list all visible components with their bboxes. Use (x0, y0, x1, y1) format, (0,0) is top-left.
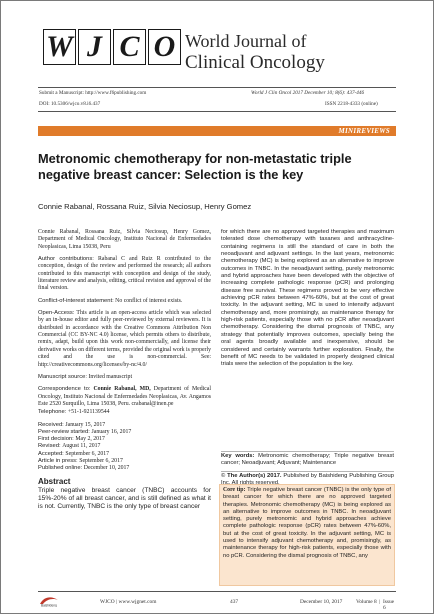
footer-issue: Issue 6 (383, 599, 395, 611)
date-peer-review: Peer-review started: January 16, 2017 (38, 428, 132, 435)
correspondence-label: Correspondence to: (38, 386, 91, 393)
page-footer (38, 594, 396, 611)
source-text: Invited manuscript (88, 373, 133, 380)
date-in-press: Article in press: September 6, 2017 (38, 458, 123, 465)
copyright-symbol: © (221, 473, 226, 479)
keywords-label: Key words: (221, 453, 255, 459)
core-tip-label: Core tip: (223, 487, 246, 493)
keywords-text: Metronomic chemotherapy; Triple negative breast cancer; Neoadjuvant; Adjuvant; Maintenance (221, 453, 394, 467)
contributions-text: Rabanal C and Ruiz R contributed to the conception, design of the review and performed the research; all authors contributed to this manuscript with conception and design of the study, literature review and analysis, editing, critical revision and approval of the final version. (38, 256, 211, 292)
copyright-rule (221, 471, 394, 472)
footer-date: December 10, 2017 (300, 599, 343, 605)
logo-letter-j: J (78, 29, 111, 65)
article-dates (38, 422, 211, 473)
footer-site[interactable]: WJCO | www.wjgnet.com (100, 599, 157, 605)
copyright-text: Published by Baishideng Publishing Group (283, 473, 394, 479)
footer-page-number: 437 (230, 599, 239, 605)
logo-letter-c: C (113, 29, 146, 65)
correspondence-name: Connie Rabanal, MD, (93, 386, 151, 393)
date-revised: Revised: August 11, 2017 (38, 443, 101, 450)
logo-letter-w: W (43, 29, 76, 65)
conflict-text: No conflict of interest exists. (115, 297, 183, 304)
author-list: Connie Rabanal, Rossana Ruiz, Silvia Neciosup, Henry Gomez (38, 202, 252, 211)
submit-link[interactable]: Submit a Manuscript: http://www.f6publishing.com (39, 90, 147, 96)
conflict-label: Conflict-of-interest statement: (38, 297, 114, 304)
issn: ISSN 2218-4333 (online) (325, 101, 378, 107)
section-bar (38, 126, 396, 136)
contributions-label: Author contributions: (38, 256, 94, 263)
publisher-name: Baishideng (41, 603, 57, 607)
right-column (221, 229, 394, 377)
affiliation: Connie Rabanal, Rossana Ruiz, Silvia Neciosup, Henry Gomez, Department of Medical Oncology, Instituto Nacional de Enfermedades Neoplasicas, Lima 15038, Peru (38, 229, 211, 250)
telephone-number: +51-1-921139544 (67, 409, 110, 416)
baishideng-logo-icon (38, 594, 64, 607)
date-accepted: Accepted: September 6, 2017 (38, 450, 110, 457)
date-published: Published online: December 10, 2017 (38, 465, 130, 472)
header-rule-bottom (38, 111, 396, 112)
keywords (221, 453, 394, 468)
telephone-label: Telephone: (38, 409, 67, 416)
abstract-heading: Abstract (38, 476, 71, 486)
left-column (38, 229, 211, 512)
copyright-label: The Author(s) 2017. (227, 473, 282, 479)
article-title: Metronomic chemotherapy for non-metastatic triple negative breast cancer: Selection is the key (38, 151, 352, 182)
conflict-statement (38, 298, 211, 305)
core-tip-box (219, 484, 395, 586)
author-contributions (38, 256, 211, 293)
source-label: Manuscript source: (38, 373, 87, 380)
correspondence-text: Department of Medical Oncology, Instituto Nacional de Enfermedades Neoplasicas, Av. Angamos Este 2520 Surquillo, Lima 15038, Peru. crabanal@inen.pe (38, 386, 211, 407)
open-access-label: Open-Access: (38, 310, 75, 317)
date-first-decision: First decision: May 2, 2017 (38, 436, 105, 443)
open-access-text: This article is an open-access article which was selected by an in-house editor and fully peer-reviewed by external reviewers. It is distributed in accordance with the Creative Commons Attribution Non Commercial (CC BY-NC 4.0) license, which permits others to distribute, remix, adapt, build upon this work non-commercially, and license their derivative works on different terms, provided the original work is properly cited and the use is non-commercial. See: http://creativecommons.org/licenses/by-nc/4.0/ (38, 310, 211, 368)
open-access (38, 310, 211, 369)
abstract-continued: for which there are no approved targeted therapies and maximum tolerated dose chemotherapy with taxanes and anthracycline-containing regimens is still the standard of care in both the neoadjuvant and adjuvant settings. In the last years, metronomic chemotherapy (MC) is being explored as an alternative to improve outcomes in TNBC. In the neoadjuvant setting, purely metronomic and hybrid approaches have been developed with the objective of increasing complete pathologic response (pCR) and prolonging disease free survival. These regimens proved to be very effective achieving pCR rates between 47%-60%, but at the cost of great toxicity. In the adjuvant setting, MC is used to intensify adjuvant chemotherapy and, more promisingly, as maintenance therapy for high-risk patients, especially those with no pCR after neoadjuvant chemotherapy. Considering the dismal prognosis of TNBC, any strategy that potentially improves outcomes, specially being the oral agents broadly available and inexpensive, should be considered and certainly warrants further exploration. Finally, the benefit of MC needs to be validated in properly designed clinical trials were the selection of the population is the key. (221, 229, 394, 368)
citation: World J Clin Oncol 2017 December 10; 8(6): 437-446 (251, 90, 365, 96)
manuscript-source (38, 374, 211, 381)
telephone (38, 409, 211, 416)
footer-volume: Volume 8 (356, 599, 377, 605)
journal-name-line2: Clinical Oncology (185, 52, 325, 73)
footer-divider: | (379, 599, 381, 605)
journal-name-line1: World Journal of (185, 31, 307, 51)
doi[interactable]: DOI: 10.5306/wjco.v8.i6.437 (39, 101, 101, 107)
keywords-rule (221, 451, 394, 452)
core-tip-text: Triple negative breast cancer (TNBC) is the only type of breast cancer for which there are no approved targeted therapies. Metronomic chemotherapy (MC) is being explored as an alternative to improve outcomes in TNBC. In neoadjuvant setting, purely metronomic and hybrid approaches achieve complete pathologic response (pCR) rates between 47%-60%, but at the cost of great toxicity. In the adjuvant setting, MC is used to intensify adjuvant chemotherapy and, promisingly, as maintenance therapy for high-risk patients, especially those with no pCR. Considering the dismal prognosis of TNBC, any (223, 487, 392, 559)
logo-letter-o: O (148, 29, 181, 65)
journal-logo (43, 29, 183, 65)
footer-rule (38, 591, 396, 592)
section-label: MINIREVIEWS (338, 127, 390, 135)
abstract-text: Triple negative breast cancer (TNBC) accounts for 15%-20% of all breast cancer, and is still defined as what it is not. Currently, TNBC is the only type of breast cancer (38, 486, 211, 511)
header-rule-top (38, 87, 396, 88)
journal-name (185, 31, 325, 73)
correspondence (38, 386, 211, 408)
date-received: Received: January 15, 2017 (38, 421, 106, 428)
